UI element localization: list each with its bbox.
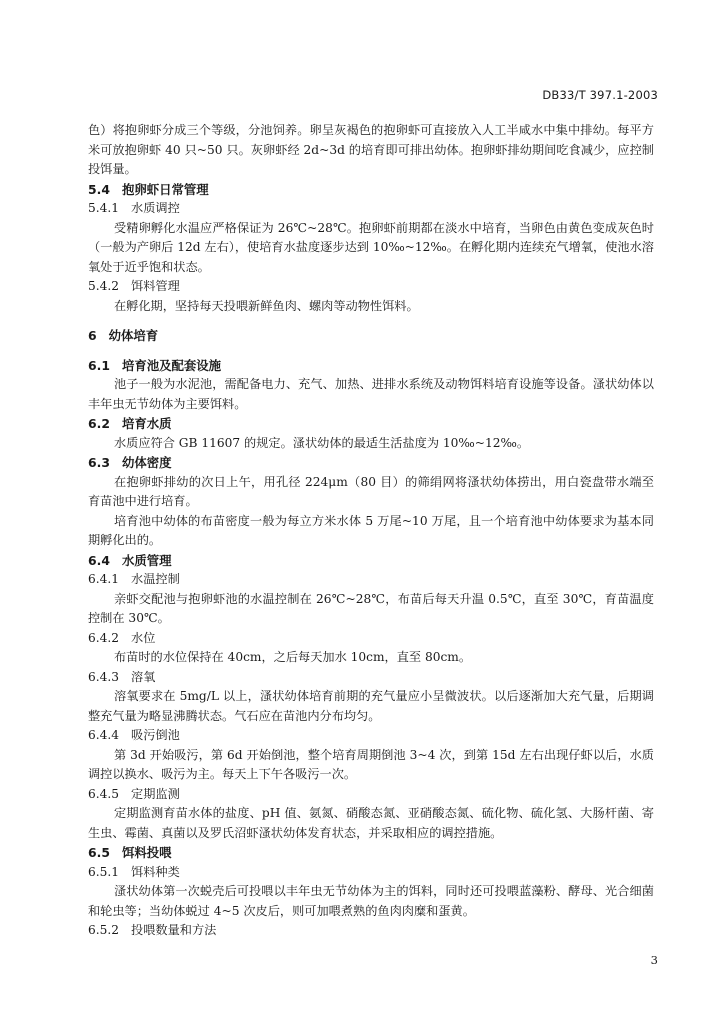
section-number: 6.1 [88,357,110,373]
paragraph: 定期监测育苗水体的盐度、pH 值、氨氮、硝酸态氮、亚硝酸态氮、硫化物、硫化氢、大肠杆菌、寄生虫、霉菌、真菌以及罗氏沼虾溞状幼体发育状态，并采取相应的调控措施。 [88,806,654,840]
section-heading [88,414,654,434]
subsection-number: 6.4.5 [88,786,120,801]
section-number: 6.3 [88,455,110,470]
chapter-title: 幼体培育 [108,328,159,343]
section-title: 水质管理 [121,552,172,568]
section-title: 培育池及配套设施 [121,357,222,373]
subsection-number: 6.4.1 [88,572,120,586]
paragraph: 培育池中幼体的布苗密度一般为每立方米水体 5 万尾~10 万尾，且一个培育池中幼体要求为基本同期孵化出的。 [88,513,654,547]
subsection-number: 6.4.2 [88,630,120,645]
paragraph: 溞状幼体第一次蜕壳后可投喂以丰年虫无节幼体为主的饵料，同时还可投喂蓝藻粉、酵母、光合细菌和轮虫等；当幼体蜕过 4~5 次皮后，则可加喂煮熟的鱼肉肉糜和蛋黄。 [88,884,654,918]
subsection-title: 饵料管理 [131,279,180,293]
paragraph: 第 3d 开始吸污，第 6d 开始倒池，整个培育周期倒池 3~4 次，到第 15d 左右出现仔虾以后，水质调控以换水、吸污为主。每天上下午各吸污一次。 [88,747,654,781]
subsection-title: 吸污倒池 [131,728,180,742]
paragraph: 水质应符合 GB 11607 的规定。溞状幼体的最适生活盐度为 10‰~12‰。 [114,435,530,450]
subsection-heading [88,921,654,941]
subsection-number: 5.4.2 [88,279,120,293]
paragraph: 溶氧要求在 5mg/L 以上，溞状幼体培育前期的充气量应小呈微波状。以后逐渐加大充气量，后期调整充气量为略显沸腾状态。气石应在苗池内分布均匀。 [88,689,654,723]
subsection-title: 水质调控 [131,201,180,215]
document-header-id: DB33/T 397.1-2003 [542,88,658,102]
subsection-number: 6.5.1 [88,864,120,879]
section-number: 5.4 [88,181,110,197]
section-number: 6.2 [88,416,110,431]
section-title: 抱卵虾日常管理 [121,181,209,197]
section-title: 培育水质 [121,416,172,431]
subsection-title: 水温控制 [131,572,180,586]
subsection-heading [88,199,654,219]
paragraph: 池子一般为水泥池，需配备电力、充气、加热、进排水系统及动物饵料培育设施等设备。溞状幼体以丰年虫无节幼体为主要饵料。 [88,377,654,411]
subsection-heading [88,629,654,649]
subsection-number: 6.4.3 [88,669,120,684]
section-heading [88,180,654,200]
subsection-title: 饵料种类 [131,864,180,879]
paragraph: 在孵化期，坚持每天投喂新鲜鱼肉、螺肉等动物性饵料。 [114,298,419,313]
subsection-number: 6.5.2 [88,923,120,937]
chapter-number: 6 [88,328,97,343]
section-title: 幼体密度 [121,455,172,470]
subsection-title: 投喂数量和方法 [131,923,217,937]
subsection-number: 6.4.4 [88,728,120,742]
page-number: 3 [650,953,658,967]
chapter-heading [88,326,654,346]
subsection-heading [88,277,654,297]
section-heading [88,843,654,863]
subsection-heading [88,785,654,805]
section-heading [88,551,654,571]
section-heading [88,356,654,376]
section-title: 饵料投喂 [121,845,172,860]
paragraph: 受精卵孵化水温应严格保证为 26℃~28℃。抱卵虾前期都在淡水中培育，当卵色由黄色变成灰色时（一般为产卵后 12d 左右），使培育水盐度逐步达到 10‰~12‰。在孵化期内连续充气增氧，使池水溶氧处于近乎饱和状态。 [88,220,654,274]
paragraph: 布苗时的水位保持在 40cm，之后每天加水 10cm，直至 80cm。 [114,650,472,664]
subsection-heading [88,668,654,688]
subsection-title: 溶氧 [131,669,156,684]
paragraph: 在抱卵虾排幼的次日上午，用孔径 224μm（80 目）的筛绢网将溞状幼体捞出，用白瓷盘带水端至育苗池中进行培育。 [88,474,654,508]
paragraph: 色）将抱卵虾分成三个等级，分池饲养。卵呈灰褐色的抱卵虾可直接放入人工半咸水中集中排幼。每平方米可放抱卵虾 40 只~50 只。灰卵虾经 2d~3d 的培育即可排出幼体。抱卵虾排幼期间吃食减少，应控制投饵量。 [88,123,654,176]
document-body [88,121,654,941]
section-number: 6.5 [88,845,110,860]
section-heading [88,453,654,473]
subsection-title: 水位 [131,630,156,645]
subsection-title: 定期监测 [131,786,180,801]
paragraph: 亲虾交配池与抱卵虾池的水温控制在 26℃~28℃，布苗后每天升温 0.5℃，直至 30℃，育苗温度控制在 30℃。 [88,591,654,625]
subsection-heading [88,570,654,590]
subsection-heading [88,863,654,883]
subsection-heading [88,726,654,746]
section-number: 6.4 [88,552,110,568]
subsection-number: 5.4.1 [88,201,120,215]
